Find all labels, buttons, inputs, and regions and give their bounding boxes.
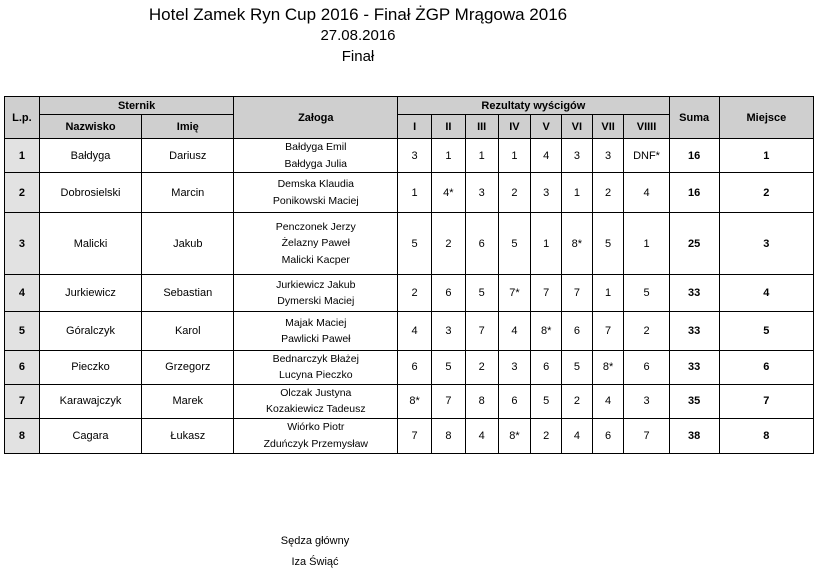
crew-member: Malicki Kacper [281,253,350,266]
race-score-5: 3 [531,173,562,213]
helmsman-surname: Dobrosielski [39,173,141,213]
row-lp: 1 [5,139,40,173]
race-score-7: 3 [592,139,624,173]
row-miejsce: 3 [719,213,813,275]
helmsman-surname: Jurkiewicz [39,275,141,312]
race-score-8: 5 [624,275,669,312]
race-score-2: 3 [431,312,465,351]
race-score-2: 8 [431,418,465,453]
race-score-1: 5 [398,213,432,275]
helmsman-first-name: Jakub [142,213,234,275]
crew-cell [234,275,398,312]
helmsman-first-name: Sebastian [142,275,234,312]
row-miejsce: 4 [719,275,813,312]
race-score-6: 8* [562,213,593,275]
crew-member: Penczonek Jerzy [275,221,356,234]
helmsman-surname: Góralczyk [39,312,141,351]
race-score-7: 2 [592,173,624,213]
crew-cell [234,312,398,351]
row-miejsce: 6 [719,351,813,385]
race-score-2: 1 [431,139,465,173]
row-suma: 33 [669,312,719,351]
header-race-1: I [398,115,432,139]
helmsman-first-name: Łukasz [142,418,234,453]
table-row [5,384,814,418]
row-suma: 35 [669,384,719,418]
race-score-6: 6 [562,312,593,351]
row-suma: 33 [669,351,719,385]
race-score-6: 1 [562,173,593,213]
race-score-3: 8 [465,384,498,418]
row-suma: 16 [669,139,719,173]
crew-member: Demska Klaudia [277,178,355,191]
row-lp: 3 [5,213,40,275]
helmsman-first-name: Grzegorz [142,351,234,385]
helmsman-first-name: Marek [142,384,234,418]
table-row [5,351,814,385]
race-score-1: 6 [398,351,432,385]
helmsman-first-name: Dariusz [142,139,234,173]
race-score-5: 7 [531,275,562,312]
race-score-1: 4 [398,312,432,351]
row-miejsce: 1 [719,139,813,173]
race-score-8: DNF* [624,139,669,173]
header-race-5: V [531,115,562,139]
race-score-4: 8* [498,418,531,453]
row-lp: 2 [5,173,40,213]
crew-member: Lucyna Pieczko [279,369,353,382]
header-race-7: VII [592,115,624,139]
document-subtitle: Finał [341,48,375,65]
header-rezultaty: Rezultaty wyścigów [398,97,669,115]
header-sternik: Sternik [39,97,234,115]
race-score-2: 4* [431,173,465,213]
row-miejsce: 5 [719,312,813,351]
header-suma: Suma [669,97,719,139]
results-table [4,96,814,454]
header-miejsce: Miejsce [719,97,813,139]
row-suma: 16 [669,173,719,213]
header-race-6: VI [562,115,593,139]
race-score-5: 8* [531,312,562,351]
race-score-4: 4 [498,312,531,351]
race-score-3: 6 [465,213,498,275]
crew-member: Majak Maciej [285,316,347,329]
race-score-2: 5 [431,351,465,385]
header-nazwisko: Nazwisko [39,115,141,139]
crew-cell [234,139,398,173]
header-race-3: III [465,115,498,139]
crew-member: Bałdyga Julia [284,157,348,170]
header-race-8: VIIII [624,115,669,139]
results-body [5,139,814,454]
judge-label: Sędza główny [280,535,350,547]
row-suma: 38 [669,418,719,453]
row-suma: 25 [669,213,719,275]
crew-cell [234,384,398,418]
row-lp: 6 [5,351,40,385]
race-score-3: 5 [465,275,498,312]
race-score-6: 4 [562,418,593,453]
race-score-2: 2 [431,213,465,275]
table-row [5,139,814,173]
race-score-3: 3 [465,173,498,213]
judge-name: Iza Świąć [291,556,339,568]
crew-member: Olczak Justyna [280,386,352,399]
row-miejsce: 2 [719,173,813,213]
table-row [5,275,814,312]
crew-member: Ponikowski Maciej [272,194,359,207]
row-miejsce: 8 [719,418,813,453]
race-score-7: 1 [592,275,624,312]
row-lp: 7 [5,384,40,418]
race-score-8: 4 [624,173,669,213]
race-score-7: 6 [592,418,624,453]
crew-cell [234,213,398,275]
crew-cell [234,418,398,453]
helmsman-surname: Malicki [39,213,141,275]
race-score-6: 3 [562,139,593,173]
race-score-4: 7* [498,275,531,312]
crew-member: Dymerski Maciej [277,295,355,307]
table-row [5,418,814,453]
race-score-8: 6 [624,351,669,385]
crew-cell [234,351,398,385]
race-score-6: 2 [562,384,593,418]
race-score-8: 1 [624,213,669,275]
race-score-6: 7 [562,275,593,312]
race-score-1: 2 [398,275,432,312]
crew-member: Żelazny Paweł [281,237,350,250]
document-title: Hotel Zamek Ryn Cup 2016 - Finał ŻGP Mrągowa 2016 [148,5,568,24]
header-zaloga: Załoga [234,97,398,139]
helmsman-first-name: Karol [142,312,234,351]
crew-member: Bednarczyk Błażej [272,353,359,365]
race-score-3: 1 [465,139,498,173]
race-score-3: 2 [465,351,498,385]
race-score-3: 4 [465,418,498,453]
header-race-4: IV [498,115,531,139]
race-score-8: 7 [624,418,669,453]
race-score-5: 2 [531,418,562,453]
crew-member: Wiórko Piotr [287,421,345,434]
race-score-7: 5 [592,213,624,275]
row-suma: 33 [669,275,719,312]
crew-member: Bałdyga Emil [285,141,347,154]
helmsman-surname: Cagara [39,418,141,453]
row-lp: 4 [5,275,40,312]
helmsman-surname: Karawajczyk [39,384,141,418]
table-row [5,173,814,213]
race-score-5: 6 [531,351,562,385]
race-score-7: 8* [592,351,624,385]
race-score-5: 1 [531,213,562,275]
race-score-3: 7 [465,312,498,351]
race-score-7: 4 [592,384,624,418]
table-row [5,312,814,351]
header-race-2: II [431,115,465,139]
race-score-2: 7 [431,384,465,418]
helmsman-surname: Bałdyga [39,139,141,173]
race-score-5: 4 [531,139,562,173]
race-score-4: 6 [498,384,531,418]
race-score-5: 5 [531,384,562,418]
race-score-4: 1 [498,139,531,173]
race-score-1: 1 [398,173,432,213]
document-date: 27.08.2016 [320,27,396,44]
race-score-7: 7 [592,312,624,351]
race-score-1: 3 [398,139,432,173]
race-score-8: 2 [624,312,669,351]
race-score-8: 3 [624,384,669,418]
row-lp: 5 [5,312,40,351]
race-score-4: 2 [498,173,531,213]
header-imie: Imię [142,115,234,139]
race-score-6: 5 [562,351,593,385]
race-score-1: 7 [398,418,432,453]
crew-member: Jurkiewicz Jakub [276,278,356,291]
row-lp: 8 [5,418,40,453]
race-score-4: 5 [498,213,531,275]
table-row [5,213,814,275]
crew-member: Zduńczyk Przemysław [263,437,369,450]
race-score-2: 6 [431,275,465,312]
crew-cell [234,173,398,213]
crew-member: Kozakiewicz Tadeusz [265,403,366,416]
race-score-1: 8* [398,384,432,418]
helmsman-first-name: Marcin [142,173,234,213]
race-score-4: 3 [498,351,531,385]
row-miejsce: 7 [719,384,813,418]
crew-member: Pawlicki Paweł [281,333,351,345]
helmsman-surname: Pieczko [39,351,141,385]
header-lp: L.p. [5,97,40,139]
